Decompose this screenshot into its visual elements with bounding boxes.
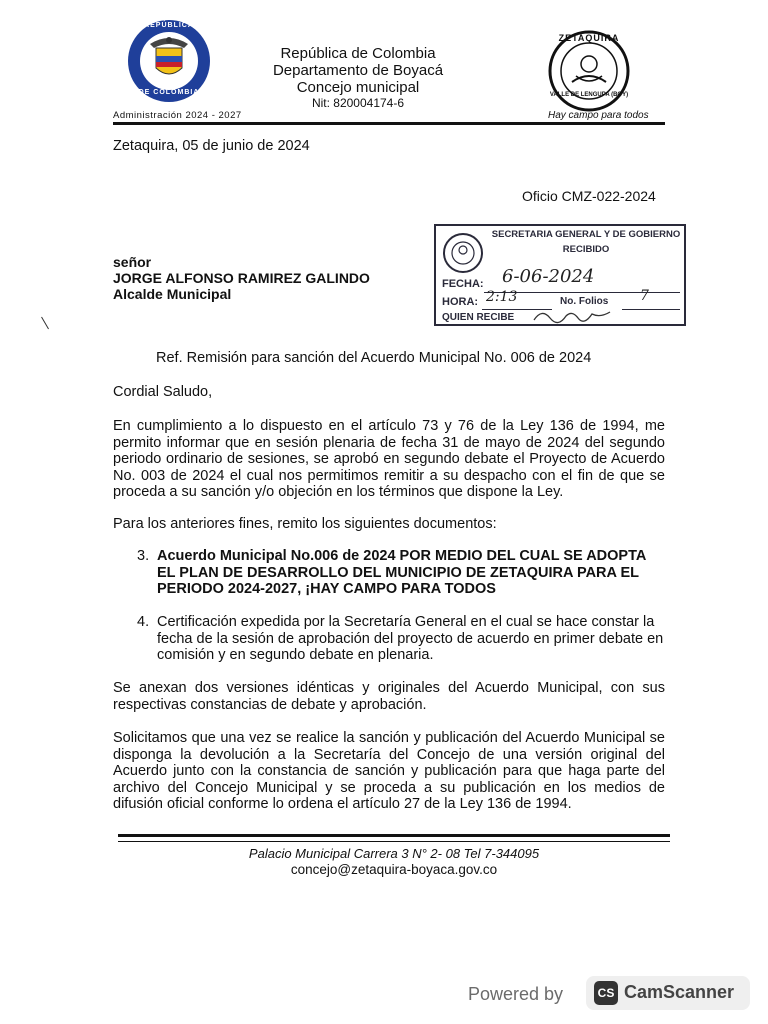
footer-email: concejo@zetaquira-boyaca.gov.co [290, 862, 498, 877]
stamp-title-line2: RECIBIDO [562, 244, 610, 255]
left-seal [126, 18, 212, 104]
header-country: República de Colombia [280, 45, 436, 62]
paragraph-4: Solicitamos que una vez se realice la sanción y publicación del Acuerdo Municipal se disponga la devolución a la Secretaría del Concejo de una versión original del Acuerdo junto con la constancia de sanción y publicación para que haga parte del archivo del Concejo Municipal y se proceda a su publicación en los medios de difusión oficial conforme lo ordena el artículo 27 de la Ley 136 de 1994. [113, 730, 665, 812]
stamp-folios-label: No. Folios [560, 296, 609, 307]
margin-mark [41, 313, 56, 330]
stamp-folios-line [622, 309, 680, 310]
left-seal-top-text: REPÚBLICA [144, 22, 194, 29]
stamp-hora-value: 2:13 [486, 289, 518, 305]
office-reference: Oficio CMZ-022-2024 [522, 188, 656, 204]
recipient-role: Alcalde Municipal [113, 286, 232, 302]
header-divider [113, 122, 665, 125]
administration-label: Administración 2024 - 2027 [113, 110, 242, 121]
stamp-title-line1: SECRETARIA GENERAL Y DE GOBIERNO [491, 229, 681, 240]
header-council: Concejo municipal [296, 79, 420, 96]
signature-scribble-icon [532, 306, 612, 324]
camscanner-logo-icon: CS [594, 981, 618, 1005]
paragraph-3: Se anexan dos versiones idénticas y originales del Acuerdo Municipal, con sus respectivas constancias de debate y aprobación. [113, 680, 665, 713]
salutation-title: señor [113, 254, 152, 270]
right-seal-arc-text: VALLE DE LENGUPA (BOY) [549, 92, 629, 98]
footer-address: Palacio Municipal Carrera 3 N° 2- 08 Tel 7-344095 [248, 846, 540, 861]
item-number: 4. [137, 614, 150, 630]
item-text: Certificación expedida por la Secretaría General en el cual se hace constar la fecha de la sesión de aprobación del proyecto de acuerdo en primer debate en comisión y en segundo debate en plenaria. [157, 614, 664, 663]
item-text: Acuerdo Municipal No.006 de 2024 POR MEDIO DEL CUAL SE ADOPTA EL PLAN DE DESARROLLO DEL MUNICIPIO DE ZETAQUIRA PARA EL PERIODO 2024-2027, ¡HAY CAMPO PARA TODOS [157, 548, 646, 597]
reference-line: Ref. Remisión para sanción del Acuerdo Municipal No. 006 de 2024 [156, 350, 592, 366]
header-department: Departamento de Boyacá [272, 62, 444, 79]
camscanner-brand: CamScanner [624, 982, 735, 1002]
camscanner-badge [586, 976, 750, 1010]
camscanner-watermark [456, 974, 754, 1014]
stamp-seal-icon [442, 232, 484, 274]
received-stamp [434, 224, 686, 326]
right-seal [546, 30, 632, 112]
stamp-folios-value: 7 [640, 288, 649, 304]
greeting: Cordial Saludo, [113, 384, 213, 400]
left-seal-bottom-text: DE COLOMBIA [138, 89, 200, 96]
powered-by-text: Powered by [468, 984, 564, 1004]
right-seal-top-text: ZETAQUIRA [558, 33, 620, 43]
paragraph-2: Para los anteriores fines, remito los siguientes documentos: [113, 516, 497, 532]
stamp-hora-label: HORA: [442, 296, 479, 308]
stamp-fecha-label: FECHA: [442, 278, 484, 290]
item-number: 3. [137, 548, 150, 564]
paragraph-1: En cumplimiento a lo dispuesto en el artículo 73 y 76 de la Ley 136 de 1994, me permito informar que en sesión plenaria de fecha 31 de mayo de 2024 del segundo periodo ordinario de sesiones, se aprobó en segundo debate el Proyecto de Acuerdo No. 003 de 2024 el cual nos permitimos remitir a su despacho con el fin de que se proceda a su sanción y/o objeción en los términos que dispone la Ley. [113, 418, 665, 500]
stamp-fecha-value: 6-06-2024 [502, 266, 595, 287]
slogan: Hay campo para todos [548, 110, 649, 121]
stamp-quien-label: QUIEN RECIBE [442, 312, 515, 323]
header-nit: Nit: 820004174-6 [311, 96, 405, 110]
place-date: Zetaquira, 05 de junio de 2024 [113, 138, 310, 154]
recipient-name: JORGE ALFONSO RAMIREZ GALINDO [113, 270, 370, 286]
footer-divider [118, 834, 670, 842]
